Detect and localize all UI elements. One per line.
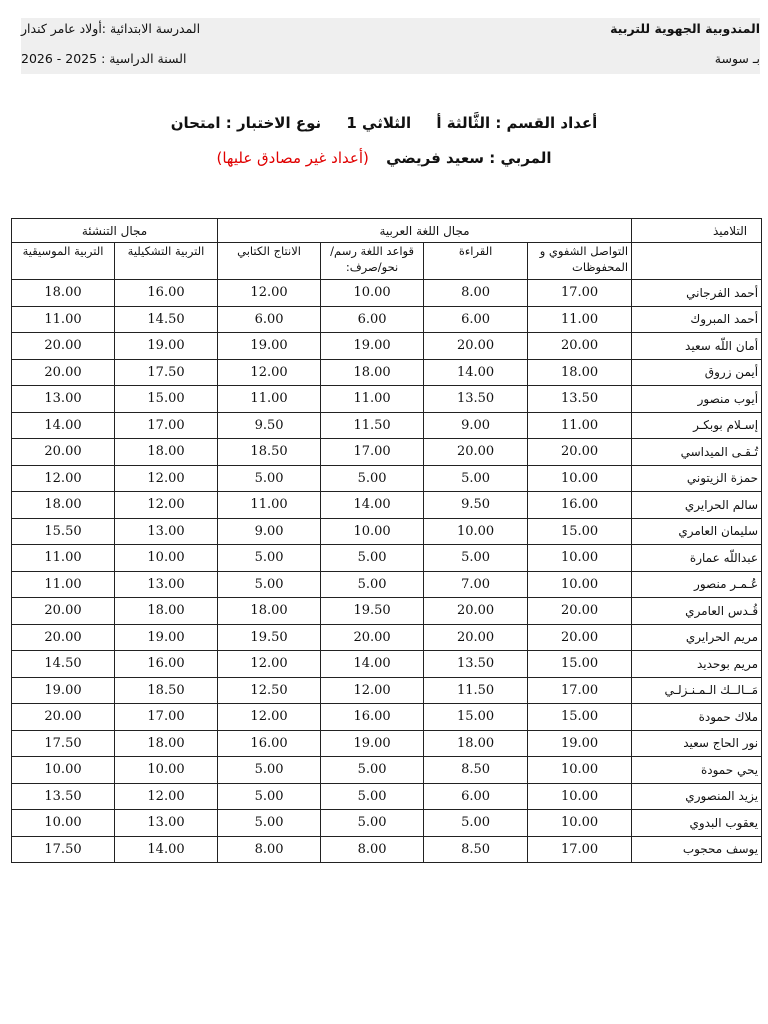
- grade-cell: 20.00: [424, 333, 528, 360]
- student-name: إسـلام بوبكـر: [632, 412, 762, 439]
- grade-cell: 8.00: [218, 836, 321, 863]
- grade-cell: 20.00: [12, 704, 115, 731]
- directorate-label: المندوبية الجهوية للتربية: [610, 21, 760, 36]
- table-row: [12, 730, 762, 757]
- grade-cell: 5.00: [321, 757, 424, 784]
- grade-cell: 20.00: [321, 624, 424, 651]
- grade-cell: 18.00: [115, 439, 218, 466]
- grade-cell: 13.50: [12, 783, 115, 810]
- grade-cell: 8.50: [424, 836, 528, 863]
- grade-cell: 10.00: [528, 757, 632, 784]
- grade-cell: 14.50: [115, 306, 218, 333]
- grade-cell: 5.00: [321, 465, 424, 492]
- grade-cell: 10.00: [424, 518, 528, 545]
- grade-cell: 13.50: [424, 651, 528, 678]
- student-name: أيوب منصور: [632, 386, 762, 413]
- document-header: [21, 18, 760, 74]
- student-name: تُـقـى الميداسي: [632, 439, 762, 466]
- grade-cell: 20.00: [528, 439, 632, 466]
- grade-cell: 6.00: [424, 783, 528, 810]
- school-label: المدرسة الابتدائية :أولاد عامر كندار: [21, 21, 201, 36]
- grade-cell: 12.00: [321, 677, 424, 704]
- table-row: [12, 359, 762, 386]
- grades-table: [11, 218, 762, 863]
- grade-cell: 20.00: [12, 359, 115, 386]
- grade-cell: 10.00: [528, 545, 632, 572]
- col-grammar-header: قواعد اللغة رسم/نحو/صرف:: [321, 243, 424, 280]
- grade-cell: 9.00: [218, 518, 321, 545]
- grade-cell: 13.00: [115, 571, 218, 598]
- grade-cell: 12.00: [218, 651, 321, 678]
- grade-cell: 14.00: [115, 836, 218, 863]
- grade-cell: 11.00: [528, 306, 632, 333]
- table-row: [12, 386, 762, 413]
- table-row: [12, 306, 762, 333]
- exam-title: [0, 114, 768, 132]
- grade-cell: 18.00: [115, 730, 218, 757]
- grade-cell: 20.00: [12, 333, 115, 360]
- grade-cell: 16.00: [115, 651, 218, 678]
- grade-cell: 9.50: [218, 412, 321, 439]
- grade-cell: 9.50: [424, 492, 528, 519]
- student-name: عُـمـر منصور: [632, 571, 762, 598]
- arabic-group-header: مجال اللغة العربية: [218, 219, 632, 243]
- grade-cell: 9.00: [424, 412, 528, 439]
- grade-cell: 10.00: [12, 757, 115, 784]
- table-row: [12, 624, 762, 651]
- table-row: [12, 704, 762, 731]
- grade-cell: 20.00: [424, 598, 528, 625]
- grade-cell: 17.00: [528, 280, 632, 307]
- grade-cell: 14.00: [321, 651, 424, 678]
- grade-cell: 17.00: [528, 836, 632, 863]
- grade-cell: 11.00: [12, 306, 115, 333]
- grade-cell: 15.00: [528, 518, 632, 545]
- class-info: أعداد القسم : الثَّالثة أ: [436, 114, 598, 132]
- grade-cell: 10.00: [528, 783, 632, 810]
- table-row: [12, 439, 762, 466]
- student-name: يوسف محجوب: [632, 836, 762, 863]
- col-oral-header: التواصل الشفوي و المحفوظات: [528, 243, 632, 280]
- grade-cell: 13.50: [424, 386, 528, 413]
- grade-cell: 17.00: [115, 704, 218, 731]
- grade-cell: 17.50: [12, 836, 115, 863]
- grade-cell: 6.00: [321, 306, 424, 333]
- table-row: [12, 757, 762, 784]
- table-row: [12, 598, 762, 625]
- grade-cell: 5.00: [218, 757, 321, 784]
- grade-cell: 11.00: [321, 386, 424, 413]
- grade-cell: 5.00: [218, 810, 321, 837]
- grade-cell: 15.00: [528, 651, 632, 678]
- teacher-line: [0, 149, 768, 167]
- table-row: [12, 545, 762, 572]
- table-row: [12, 518, 762, 545]
- grade-cell: 18.00: [115, 598, 218, 625]
- empty-header-cell: [632, 243, 762, 280]
- grade-cell: 16.00: [115, 280, 218, 307]
- grade-cell: 10.00: [115, 757, 218, 784]
- grade-cell: 11.00: [12, 571, 115, 598]
- grade-cell: 5.00: [218, 465, 321, 492]
- grade-cell: 15.00: [424, 704, 528, 731]
- grade-cell: 12.00: [12, 465, 115, 492]
- grade-cell: 10.00: [528, 465, 632, 492]
- col-music-header: التربية الموسيقية: [12, 243, 115, 280]
- table-row: [12, 492, 762, 519]
- grade-cell: 19.50: [218, 624, 321, 651]
- grade-cell: 5.00: [424, 545, 528, 572]
- city-label: بـ سوسة: [714, 51, 760, 66]
- grade-cell: 5.00: [218, 783, 321, 810]
- grade-cell: 13.00: [115, 518, 218, 545]
- grade-cell: 20.00: [528, 598, 632, 625]
- grade-cell: 10.00: [528, 810, 632, 837]
- grade-cell: 12.00: [115, 783, 218, 810]
- student-name: أمان اللّه سعيد: [632, 333, 762, 360]
- grade-cell: 10.00: [321, 518, 424, 545]
- student-name: مريم بوحديد: [632, 651, 762, 678]
- grade-cell: 18.50: [218, 439, 321, 466]
- table-row: [12, 677, 762, 704]
- grade-cell: 12.00: [115, 492, 218, 519]
- grade-cell: 19.50: [321, 598, 424, 625]
- grade-cell: 14.00: [12, 412, 115, 439]
- table-row: [12, 412, 762, 439]
- grade-cell: 10.00: [115, 545, 218, 572]
- student-name: نور الحاج سعيد: [632, 730, 762, 757]
- school-year-label: السنة الدراسية : 2025 - 2026: [21, 51, 187, 66]
- grade-cell: 11.00: [218, 492, 321, 519]
- grade-cell: 5.00: [424, 810, 528, 837]
- col-art-header: التربية التشكيلية: [115, 243, 218, 280]
- grade-cell: 11.50: [424, 677, 528, 704]
- grade-cell: 18.00: [12, 280, 115, 307]
- student-name: يحي حمودة: [632, 757, 762, 784]
- student-name: مريم الحرايري: [632, 624, 762, 651]
- unvalidated-warning: (أعداد غير مصادق عليها): [216, 149, 369, 167]
- activities-group-header: مجال التنشئة: [12, 219, 218, 243]
- grade-cell: 19.00: [115, 624, 218, 651]
- grade-cell: 18.00: [424, 730, 528, 757]
- table-row: [12, 783, 762, 810]
- student-name: أيمن زروق: [632, 359, 762, 386]
- grade-cell: 15.00: [115, 386, 218, 413]
- grade-cell: 12.00: [218, 280, 321, 307]
- column-header-row: [12, 243, 762, 280]
- grade-cell: 5.00: [424, 465, 528, 492]
- grade-cell: 8.00: [424, 280, 528, 307]
- table-row: [12, 571, 762, 598]
- grade-cell: 18.00: [528, 359, 632, 386]
- grade-cell: 17.00: [528, 677, 632, 704]
- grade-cell: 16.00: [528, 492, 632, 519]
- student-name: أحمد الفرجاني: [632, 280, 762, 307]
- grade-cell: 12.00: [218, 359, 321, 386]
- test-type: نوع الاختبار : امتحان: [170, 114, 322, 132]
- student-name: سالم الحرايري: [632, 492, 762, 519]
- col-reading-header: القراءة: [424, 243, 528, 280]
- grade-cell: 19.00: [12, 677, 115, 704]
- grade-cell: 18.00: [12, 492, 115, 519]
- student-name: عبداللّه عمارة: [632, 545, 762, 572]
- grade-cell: 17.00: [115, 412, 218, 439]
- grade-cell: 8.50: [424, 757, 528, 784]
- grade-cell: 10.00: [12, 810, 115, 837]
- grade-cell: 7.00: [424, 571, 528, 598]
- grade-cell: 16.00: [321, 704, 424, 731]
- grade-cell: 14.00: [424, 359, 528, 386]
- grade-cell: 19.00: [218, 333, 321, 360]
- grade-cell: 20.00: [424, 624, 528, 651]
- grade-cell: 6.00: [424, 306, 528, 333]
- grade-cell: 5.00: [321, 810, 424, 837]
- student-name: سليمان العامري: [632, 518, 762, 545]
- grade-cell: 5.00: [321, 783, 424, 810]
- grade-cell: 15.00: [528, 704, 632, 731]
- grade-cell: 11.50: [321, 412, 424, 439]
- students-header: التلاميذ: [632, 219, 762, 243]
- col-writing-header: الانتاج الكتابي: [218, 243, 321, 280]
- student-name: يعقوب البدوي: [632, 810, 762, 837]
- grade-cell: 18.00: [321, 359, 424, 386]
- table-row: [12, 280, 762, 307]
- grade-cell: 20.00: [528, 624, 632, 651]
- grade-cell: 11.00: [218, 386, 321, 413]
- grade-cell: 14.50: [12, 651, 115, 678]
- grade-cell: 5.00: [321, 545, 424, 572]
- grade-cell: 12.50: [218, 677, 321, 704]
- student-name: يزيد المنصوري: [632, 783, 762, 810]
- student-name: قُـدس العامري: [632, 598, 762, 625]
- grade-cell: 5.00: [218, 571, 321, 598]
- grade-cell: 20.00: [424, 439, 528, 466]
- grade-cell: 17.00: [321, 439, 424, 466]
- grade-cell: 11.00: [12, 545, 115, 572]
- student-name: أحمد المبروك: [632, 306, 762, 333]
- grade-cell: 5.00: [218, 545, 321, 572]
- grade-cell: 16.00: [218, 730, 321, 757]
- grade-cell: 17.50: [115, 359, 218, 386]
- grade-cell: 13.50: [528, 386, 632, 413]
- grade-cell: 20.00: [12, 598, 115, 625]
- grade-cell: 15.50: [12, 518, 115, 545]
- grade-cell: 11.00: [528, 412, 632, 439]
- student-name: مَــالــك الـمـنـزلـي: [632, 677, 762, 704]
- grade-cell: 19.00: [321, 333, 424, 360]
- table-row: [12, 810, 762, 837]
- table-row: [12, 465, 762, 492]
- grade-cell: 8.00: [321, 836, 424, 863]
- student-name: ملاك حمودة: [632, 704, 762, 731]
- grade-cell: 19.00: [321, 730, 424, 757]
- grade-cell: 20.00: [12, 624, 115, 651]
- grade-cell: 12.00: [115, 465, 218, 492]
- grade-cell: 19.00: [528, 730, 632, 757]
- table-row: [12, 651, 762, 678]
- grade-cell: 12.00: [218, 704, 321, 731]
- grade-cell: 18.50: [115, 677, 218, 704]
- teacher-name: المربي : سعيد فريضي: [386, 149, 552, 167]
- grade-cell: 14.00: [321, 492, 424, 519]
- grade-cell: 13.00: [115, 810, 218, 837]
- grade-cell: 20.00: [528, 333, 632, 360]
- grade-cell: 13.00: [12, 386, 115, 413]
- group-header-row: [12, 219, 762, 243]
- grade-rows: [12, 280, 762, 863]
- table-row: [12, 333, 762, 360]
- grade-cell: 17.50: [12, 730, 115, 757]
- grade-cell: 18.00: [218, 598, 321, 625]
- grade-cell: 20.00: [12, 439, 115, 466]
- student-name: حمزة الزيتوني: [632, 465, 762, 492]
- term-label: الثلاثي 1: [346, 114, 412, 132]
- grade-cell: 10.00: [321, 280, 424, 307]
- grade-cell: 10.00: [528, 571, 632, 598]
- grade-cell: 19.00: [115, 333, 218, 360]
- table-row: [12, 836, 762, 863]
- grade-cell: 5.00: [321, 571, 424, 598]
- grade-cell: 6.00: [218, 306, 321, 333]
